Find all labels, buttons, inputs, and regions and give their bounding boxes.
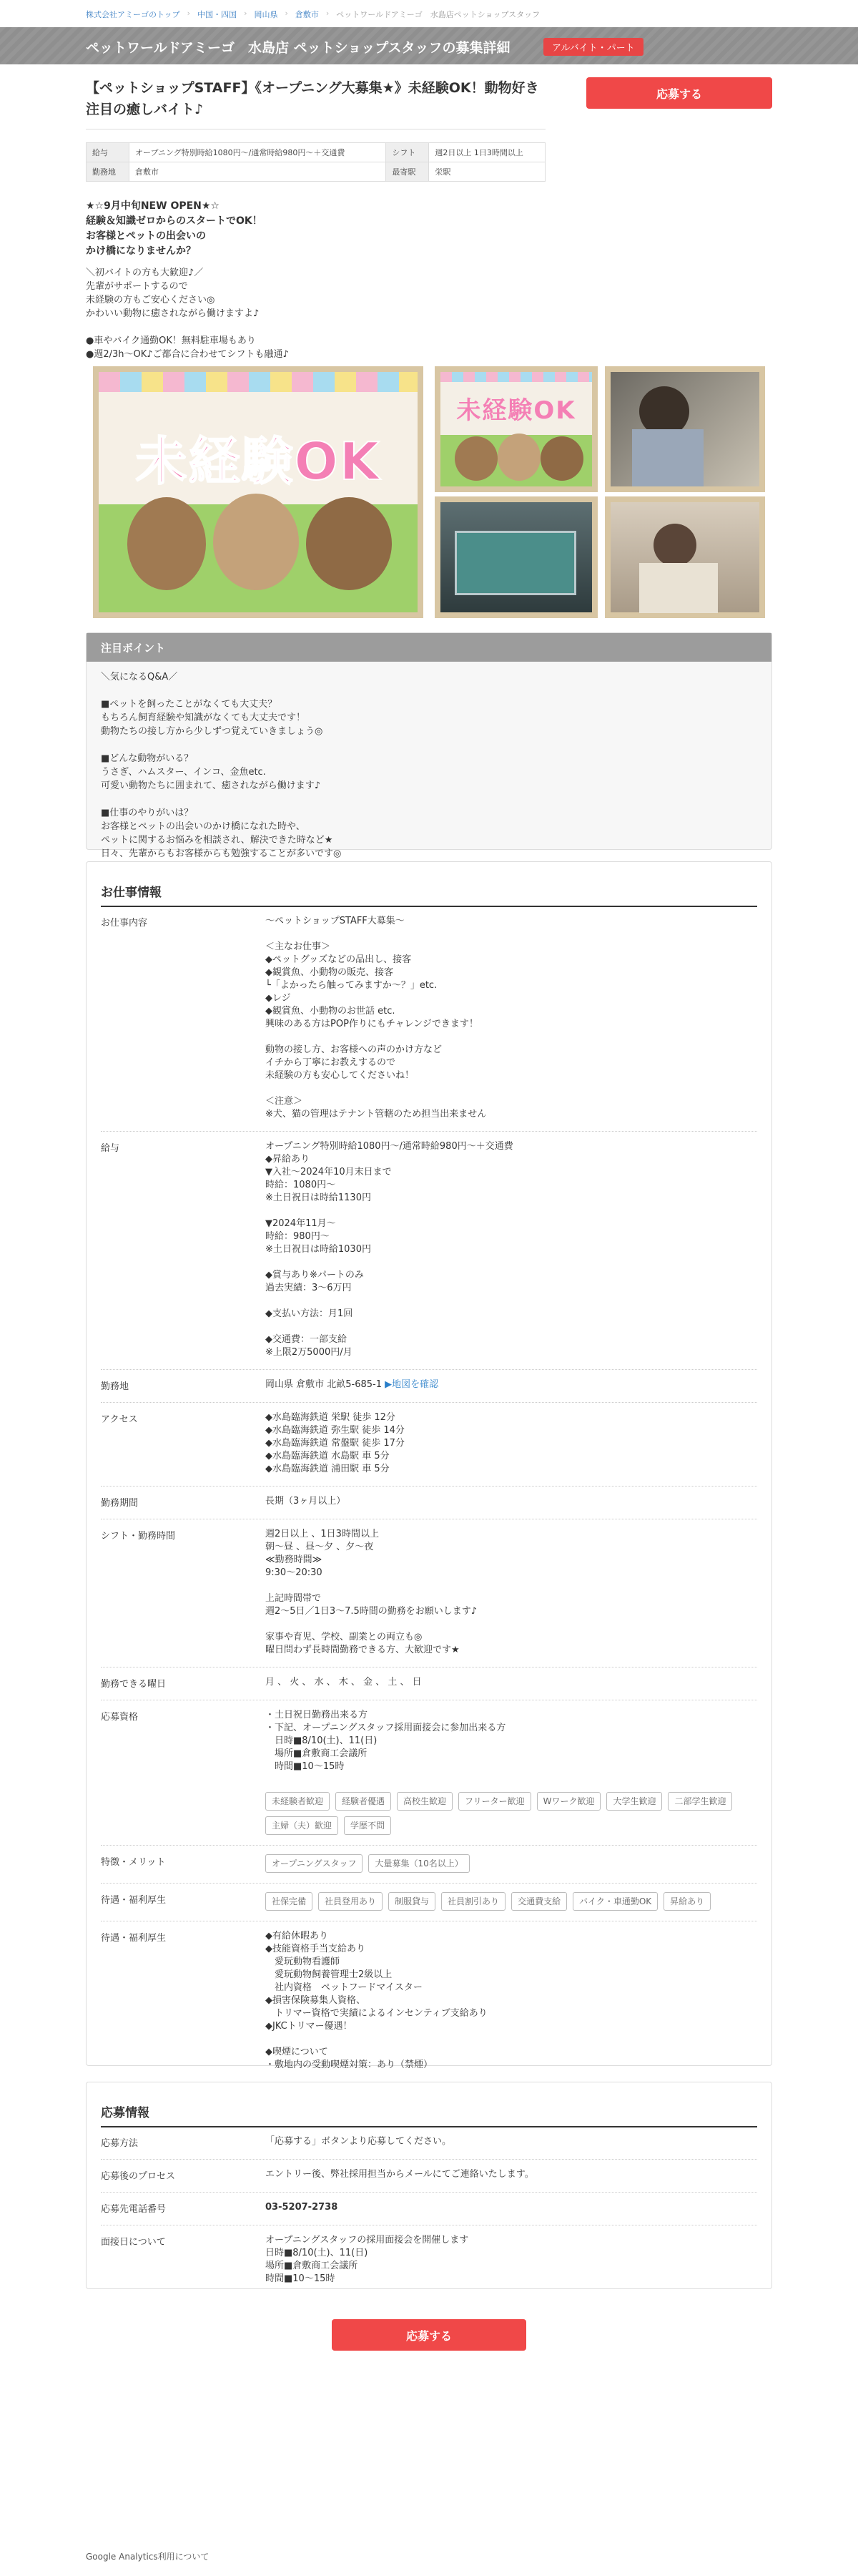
info-row [101, 906, 757, 1132]
tag: 社員登用あり [318, 1892, 383, 1911]
row-label: アクセス [101, 1414, 138, 1425]
feature-box [86, 632, 772, 859]
info-row [101, 1132, 757, 1370]
job-info-card [86, 861, 772, 2070]
employment-type-badge: アルバイト・パート [543, 38, 644, 56]
tag: 社員割引あり [441, 1892, 506, 1911]
row-value: オープニング特別時給1080円〜/通常時給980円〜＋交通費 ◆昇給あり ▼入社〜2024年10月末日まで 時給：1080円〜 ※土日祝日は時給1130円 ▼2024年11月〜 時給：980円〜 ※土日祝日は時給1030円 ◆賞与あり※パートのみ 過去実績：3〜6万円 ◆支払い方法：月1回 ◆交通費：一部支給 ※上限2万5000円/月 [265, 1141, 513, 1358]
row-label: 面接日について [101, 2237, 166, 2248]
summary-label: シフト [386, 143, 429, 162]
tag: 大量募集（10名以上） [368, 1854, 469, 1873]
info-row [101, 1884, 757, 1921]
photo-thumb-1[interactable] [435, 366, 598, 492]
row-value: ◆有給休暇あり ◆技能資格手当支給あり 愛玩動物看護師 愛玩動物飼養管理士2級以上 社内資格 ペットフードマイスター ◆損害保険募集人資格、 トリマー資格で実績によるインセンティブ支給あり ◆JKCトリマー優遇！ ◆喫煙について ・敷地内の受動喫煙対策：あり（禁煙） [265, 1931, 488, 2070]
tag: 高校生歓迎 [397, 1792, 453, 1811]
page-title: ペットワールドアミーゴ 水島店 ペットショップスタッフの募集詳細 [86, 40, 511, 56]
row-value: ・土日祝日勤務出来る方 ・下記、オープニングスタッフ採用面接会に参加出来る方 日時■8/10(土)、11(日) 場所■倉敷商工会議所 時間■10〜15時 [265, 1710, 506, 1772]
info-row [101, 2193, 757, 2225]
row-label: 勤務期間 [101, 1498, 139, 1509]
row-value: 「応募する」ボタンより応募してください。 [265, 2136, 452, 2147]
tag: 大学生歓迎 [606, 1792, 662, 1811]
tag-list [265, 1792, 757, 1835]
info-row [101, 1370, 757, 1403]
row-label: 応募後のプロセス [101, 2171, 176, 2182]
tag: Wワーク歓迎 [537, 1792, 601, 1811]
photo-caption: 未経験OK [135, 431, 381, 492]
info-row [101, 2160, 757, 2193]
title-banner [0, 27, 858, 64]
summary-value: 栄駅 [429, 162, 546, 182]
row-value: 週2日以上 、1日3時間以上 朝〜昼 、昼〜夕 、夕〜夜 ≪勤務時間≫ 9:30〜20:30 上記時間帯で 週2〜5日／1日3〜7.5時間の勤務をお願いします♪ 家事や育児、学校、副業との両立も◎ 曜日問わず長時間勤務できる方、大歓迎です★ [265, 1529, 478, 1655]
tag: バイク・車通勤OK [573, 1892, 658, 1911]
row-label: 特徴・メリット [101, 1857, 166, 1868]
summary-label: 給与 [87, 143, 129, 162]
summary-value: 週2日以上 1日3時間以上 [429, 143, 546, 162]
row-label: 応募先電話番号 [101, 2204, 167, 2215]
row-label: お仕事内容 [101, 918, 148, 929]
feature-body: ＼気になるQ&A／ ■ペットを飼ったことがなくても大丈夫？ もちろん飼育経験や知識がなくても大丈夫です！ 動物たちの接し方から少しずつ覚えていきましょう◎ ■どんな動物がいる？ うさぎ、ハムスター、インコ、金魚etc. 可愛い動物たちに囲まれて、癒されながら働けます♪ ■仕事のやりがいは？ お客様とペットの出会いのかけ橋になれた時や、 ペットに関するお悩みを相談され、解決できた時など★ 日々、先輩からもお客様からも勉強することが多いです◎ [101, 672, 342, 859]
breadcrumb-pref[interactable]: 岡山県 [254, 10, 278, 19]
map-link[interactable]: ▶地図を確認 [385, 1379, 439, 1390]
tag: 未経験者歓迎 [265, 1792, 330, 1811]
photo-thumb-2[interactable] [605, 366, 765, 492]
row-label: 待遇・福利厚生 [101, 1895, 167, 1906]
tag: フリーター歓迎 [458, 1792, 531, 1811]
feature-title: 注目ポイント [87, 633, 771, 662]
photo-thumb-3[interactable] [435, 496, 598, 618]
application-card [86, 2082, 772, 2289]
apply-button-top[interactable]: 応募する [586, 77, 772, 109]
phone-number: 03-5207-2738 [265, 2202, 338, 2213]
tag: 主婦（夫）歓迎 [265, 1816, 338, 1835]
tag: オープニングスタッフ [265, 1854, 363, 1873]
info-row [101, 1403, 757, 1487]
row-value: 月 、 火 、 水 、 木 、 金 、 土 、 日 [265, 1677, 422, 1688]
main-photo[interactable] [93, 366, 423, 618]
row-value: 長期（3ヶ月以上） [265, 1496, 346, 1507]
tag: 交通費支給 [511, 1892, 567, 1911]
tag: 制服貸与 [388, 1892, 435, 1911]
info-row [101, 1846, 757, 1884]
row-value: エントリー後、弊社採用担当からメールにてご連絡いたします。 [265, 2169, 534, 2180]
tag-list [265, 1892, 757, 1911]
section-title: 応募情報 [101, 2102, 757, 2127]
info-row [101, 1667, 757, 1700]
summary-label: 最寄駅 [386, 162, 429, 182]
breadcrumb-current: ペットワールドアミーゴ 水島店ペットショップスタッフ [336, 10, 541, 19]
summary-label: 勤務地 [87, 162, 129, 182]
row-label: シフト・勤務時間 [101, 1531, 176, 1542]
row-label: 待遇・福利厚生 [101, 1933, 167, 1944]
section-title: お仕事情報 [101, 882, 757, 907]
row-label: 勤務できる曜日 [101, 1679, 167, 1690]
tag-list [265, 1854, 757, 1873]
info-row [101, 2127, 757, 2160]
info-row [101, 2225, 757, 2296]
tag: 昇給あり [664, 1892, 711, 1911]
tag: 二部学生歓迎 [668, 1792, 732, 1811]
row-value: オープニングスタッフの採用面接会を開催します 日時■8/10(土)、11(日) 場所■倉敷商工会議所 時間■10〜15時 [265, 2235, 469, 2284]
info-row [101, 1921, 757, 2082]
photo-thumb-4[interactable] [605, 496, 765, 618]
row-label: 給与 [101, 1143, 120, 1154]
breadcrumb-top[interactable]: 株式会社アミーゴのトップ [86, 10, 180, 19]
summary-value: オープニング特別時給1080円〜/通常時給980円〜＋交通費 [129, 143, 386, 162]
row-label: 応募方法 [101, 2138, 139, 2149]
row-value: 〜ペットショップSTAFF大募集〜 ＜主なお仕事＞ ◆ペットグッズなどの品出し、接客 ◆観賞魚、小動物の販売、接客 └「よかったら触ってみますか〜？」etc. ◆レジ ◆観賞魚、小動物のお世話 etc. 興味のある方はPOP作りにもチャレンジできます！ 動物の接し方、お客様への声のかけ方など イチから丁寧にお教えするので 未経験の方も安心してくださいね！ ＜注意＞ ※犬、猫の管理はテナント管轄のため担当出来ません [265, 916, 487, 1120]
tag: 社保完備 [265, 1892, 312, 1911]
info-row [101, 1487, 757, 1519]
breadcrumb: 株式会社アミーゴのトップ › 中国・四国 › 岡山県 › 倉敷市 › ペットワールドアミーゴ 水島店ペットショップスタッフ [86, 9, 541, 19]
row-label: 応募資格 [101, 1712, 139, 1723]
summary-value: 倉敷市 [129, 162, 386, 182]
tag: 学歴不問 [344, 1816, 391, 1835]
analytics-link[interactable]: Google Analytics利用について [86, 2552, 209, 2562]
info-row [101, 1700, 757, 1846]
row-value: ◆水島臨海鉄道 栄駅 徒歩 12分 ◆水島臨海鉄道 弥生駅 徒歩 14分 ◆水島臨海鉄道 常盤駅 徒歩 17分 ◆水島臨海鉄道 水島駅 車 5分 ◆水島臨海鉄道 浦田駅 車 5分 [265, 1412, 405, 1474]
info-row [101, 1519, 757, 1667]
catch-copy: ★☆9月中旬NEW OPEN★☆ 経験＆知識ゼロからのスタートでOK！ お客様とペットの出会いの かけ橋になりませんか？ [86, 200, 262, 257]
intro-text: ＼初バイトの方も大歓迎♪／ 先輩がサポートするので 未経験の方もご安心ください◎ かわいい動物に癒されながら働けますよ♪ ●車やバイク通勤OK！無料駐車場もあり ●週2/3h〜OK♪ご都合に合わせてシフトも融通♪ [86, 268, 289, 360]
photo-caption: 未経験OK [456, 396, 576, 425]
apply-button-bottom[interactable]: 応募する [332, 2319, 526, 2351]
breadcrumb-city[interactable]: 倉敷市 [295, 10, 319, 19]
row-value: 岡山県 倉敷市 北畝5-685-1 [265, 1379, 383, 1390]
job-title: 【ペットショップSTAFF】《オープニング大募集★》未経験OK！動物好き注目の癒しバイト♪ [86, 80, 539, 117]
tag: 経験者優遇 [335, 1792, 391, 1811]
breadcrumb-region[interactable]: 中国・四国 [197, 10, 237, 19]
row-label: 勤務地 [101, 1381, 129, 1392]
summary-table [86, 142, 546, 182]
